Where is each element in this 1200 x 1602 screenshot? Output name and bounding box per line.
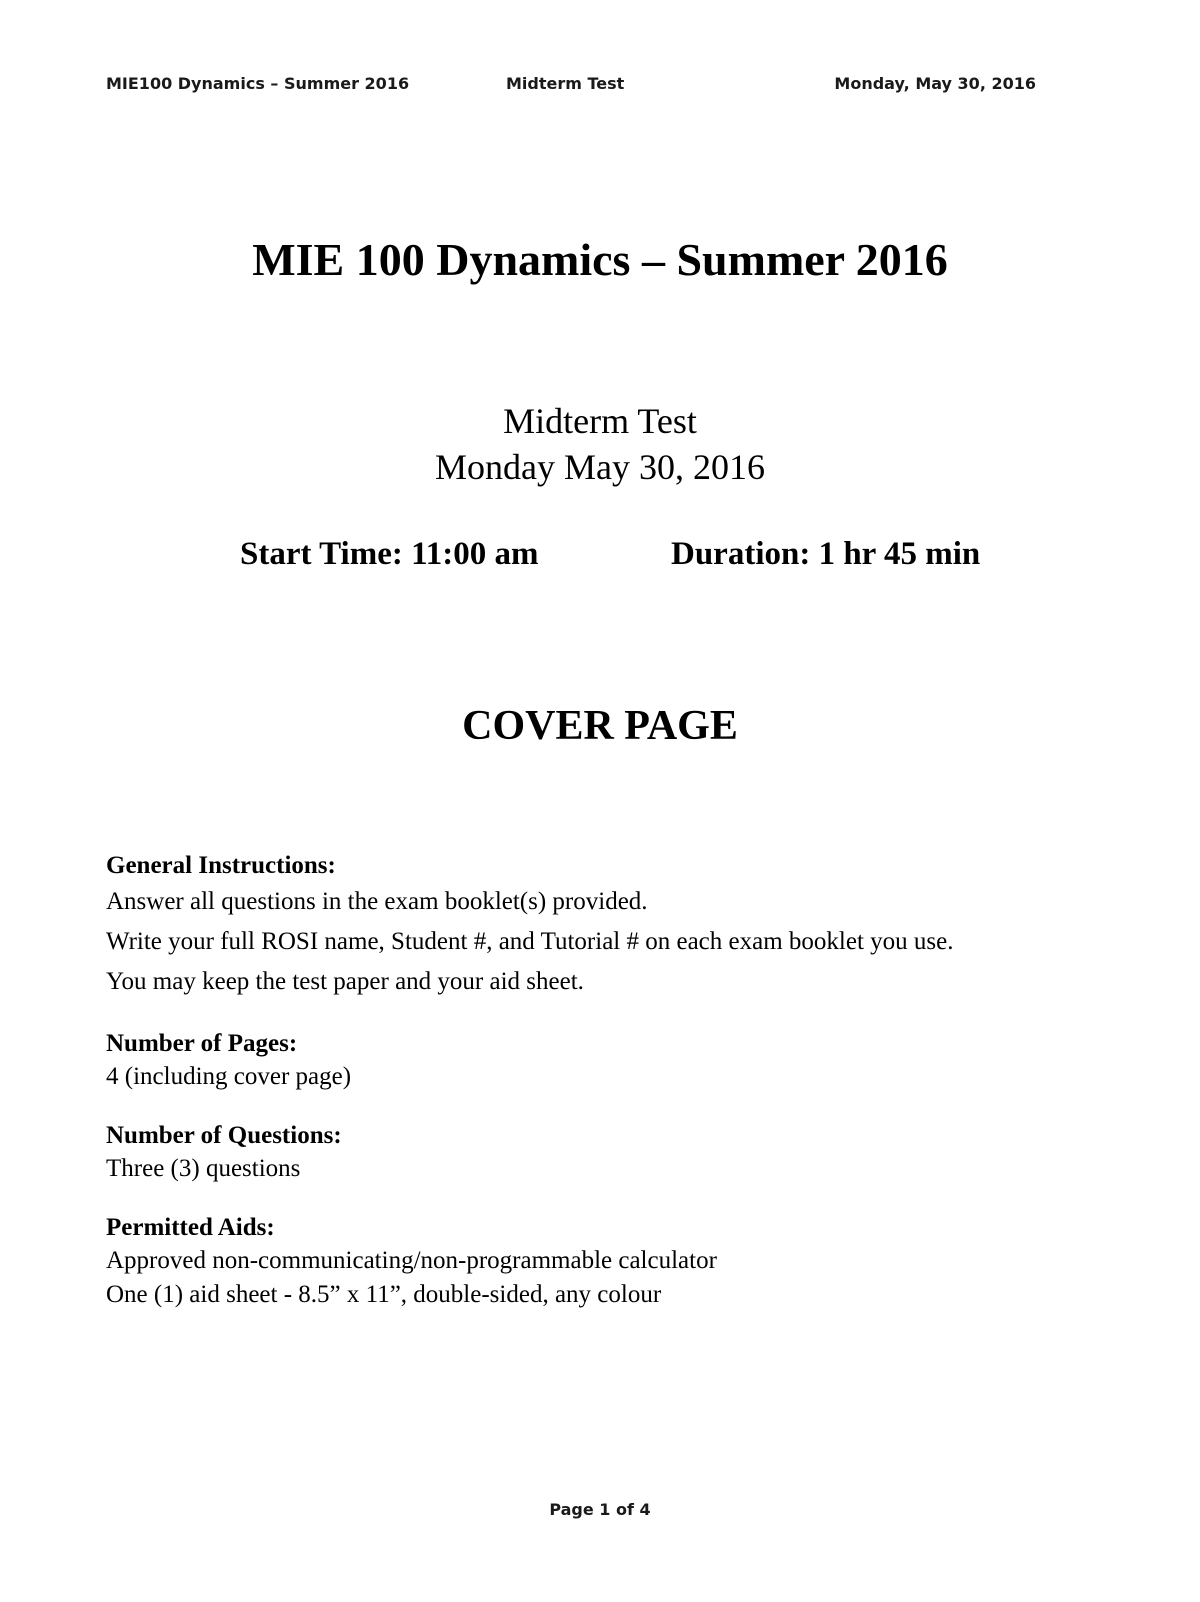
header-test-name: Midterm Test [506, 74, 625, 93]
section-heading: Number of Pages: [106, 1030, 298, 1057]
section-number-of-pages [106, 1028, 1106, 1094]
section-number-of-questions [106, 1120, 1106, 1186]
header-course: MIE100 Dynamics – Summer 2016 [106, 74, 410, 93]
header-date: Monday, May 30, 2016 [834, 74, 1036, 93]
subtitle-test-name: Midterm Test [503, 401, 697, 441]
section-general-instructions [106, 850, 1106, 1002]
section-heading: Number of Questions: [106, 1122, 342, 1149]
page-title: MIE 100 Dynamics – Summer 2016 [252, 234, 948, 285]
instruction-line: You may keep the test paper and your aid sheet. [106, 968, 584, 995]
questions-value: Three (3) questions [106, 1155, 301, 1182]
instruction-line: Write your full ROSI name, Student #, and Tutorial # on each exam booklet you use. [106, 928, 954, 955]
start-time: Start Time: 11:00 am [240, 536, 539, 572]
aid-item: One (1) aid sheet - 8.5” x 11”, double-sided, any colour [106, 1281, 662, 1308]
aid-item: Approved non-communicating/non-programmable calculator [106, 1247, 717, 1274]
section-heading: General Instructions: [106, 852, 336, 879]
timing-row [0, 532, 1200, 576]
subtitle-block [0, 398, 1200, 490]
section-heading: Permitted Aids: [106, 1214, 275, 1241]
subtitle-date: Monday May 30, 2016 [435, 447, 765, 487]
section-permitted-aids [106, 1212, 1106, 1312]
running-header [106, 74, 1036, 98]
cover-page-heading: COVER PAGE [462, 703, 738, 749]
duration: Duration: 1 hr 45 min [671, 536, 981, 572]
pages-value: 4 (including cover page) [106, 1063, 352, 1090]
instruction-line: Answer all questions in the exam booklet(s) provided. [106, 888, 648, 915]
page-number: Page 1 of 4 [549, 1500, 651, 1519]
instructions [106, 850, 1106, 1338]
